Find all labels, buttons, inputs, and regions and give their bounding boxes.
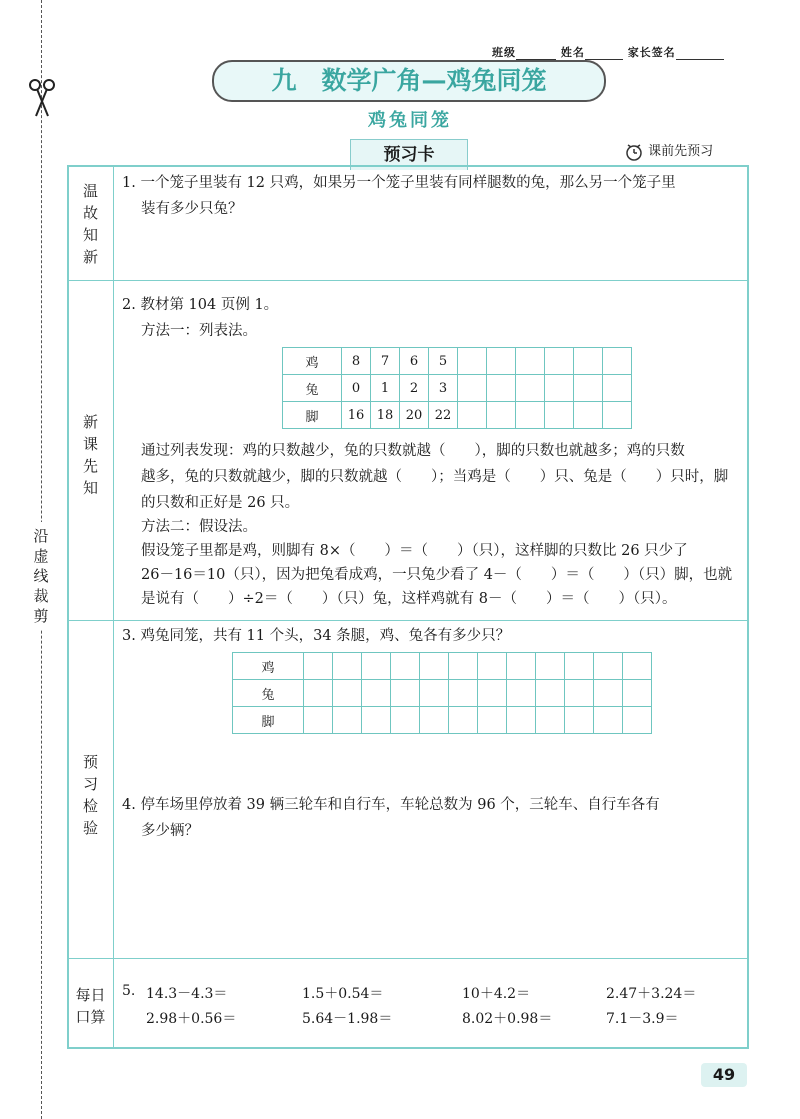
section-label-text: 温故知新	[82, 182, 98, 266]
table-cell[interactable]	[574, 375, 603, 402]
table-row	[283, 402, 632, 429]
q3-line1: 3. 鸡兔同笼，共有 11 个头，34 条腿，鸡、兔各有多少只？	[122, 628, 511, 644]
table-cell[interactable]	[516, 375, 545, 402]
q2-table	[282, 347, 632, 429]
class-label: 班级	[492, 46, 516, 59]
table-cell[interactable]	[574, 348, 603, 375]
table-cell[interactable]	[487, 375, 516, 402]
calc-item: 2.47＋3.24＝	[606, 986, 697, 1002]
table-cell: 8	[342, 348, 371, 375]
table-cell: 18	[371, 402, 400, 429]
calc-item: 1.5＋0.54＝	[302, 986, 384, 1002]
table-cell[interactable]	[603, 348, 632, 375]
table-cell[interactable]	[594, 707, 623, 734]
table-cell[interactable]	[478, 680, 507, 707]
lesson-title: 鸡兔同笼	[368, 110, 452, 131]
table-cell[interactable]	[574, 402, 603, 429]
calc-item: 7.1－3.9＝	[606, 1011, 679, 1027]
table-cell: 0	[342, 375, 371, 402]
table-row	[233, 653, 652, 680]
scissors-icon	[28, 78, 56, 122]
row-divider	[67, 280, 749, 281]
table-cell[interactable]	[391, 653, 420, 680]
table-cell[interactable]	[420, 653, 449, 680]
table-cell: 16	[342, 402, 371, 429]
table-row-label: 兔	[233, 680, 304, 707]
table-cell[interactable]	[623, 680, 652, 707]
table-cell[interactable]	[333, 680, 362, 707]
unit-title: 九 数学广角—鸡兔同笼	[271, 66, 547, 95]
page-number: 49	[701, 1063, 747, 1087]
table-cell[interactable]	[478, 653, 507, 680]
table-cell[interactable]	[594, 653, 623, 680]
table-cell[interactable]	[304, 680, 333, 707]
q2-text5: 26－16＝10（只），因为把兔看成鸡，一只兔少看了 4－（ ）＝（ ）（只）脚，也就	[141, 567, 733, 583]
table-cell[interactable]	[458, 348, 487, 375]
table-row-label: 兔	[283, 375, 342, 402]
table-cell[interactable]	[545, 375, 574, 402]
table-cell[interactable]	[304, 707, 333, 734]
section-label-text: 预习检验	[82, 753, 98, 837]
table-cell[interactable]	[603, 402, 632, 429]
section-label-daily	[68, 978, 113, 1034]
table-cell[interactable]	[623, 653, 652, 680]
section-label-review	[68, 176, 113, 272]
table-cell[interactable]	[565, 653, 594, 680]
table-cell[interactable]	[458, 402, 487, 429]
student-info-fields	[492, 44, 724, 60]
table-cell[interactable]	[623, 707, 652, 734]
table-cell[interactable]	[536, 680, 565, 707]
q2-text2: 越多，兔的只数就越少，脚的只数就越（ ）；当鸡是（ ）只、兔是（ ）只时，脚	[141, 469, 729, 485]
table-cell[interactable]	[594, 680, 623, 707]
calc-item: 14.3－4.3＝	[146, 986, 228, 1002]
table-cell[interactable]	[362, 707, 391, 734]
table-row	[283, 375, 632, 402]
q2-text6: 是说有（ ）÷2＝（ ）（只）兔，这样鸡就有 8－（ ）＝（ ）（只）。	[141, 591, 677, 607]
q5-label: 5.	[122, 983, 136, 999]
card-title: 预习卡	[350, 139, 468, 170]
parent-signature-field[interactable]	[676, 59, 724, 60]
table-cell: 22	[429, 402, 458, 429]
column-divider	[113, 165, 114, 1049]
table-cell[interactable]	[478, 707, 507, 734]
preview-badge	[624, 140, 713, 162]
section-label-text: 每日口算	[75, 986, 106, 1026]
q2-text3: 的只数和正好是 26 只。	[141, 495, 300, 511]
q1-line1: 1. 一个笼子里装有 12 只鸡，如果另一个笼子里装有同样腿数的兔，那么另一个笼子里	[122, 175, 676, 191]
calc-item: 10＋4.2＝	[462, 986, 531, 1002]
table-row	[233, 707, 652, 734]
table-cell[interactable]	[507, 707, 536, 734]
calc-item: 5.64－1.98＝	[302, 1011, 393, 1027]
table-cell[interactable]	[545, 348, 574, 375]
table-cell: 2	[400, 375, 429, 402]
calc-item: 2.98＋0.56＝	[146, 1011, 237, 1027]
table-cell[interactable]	[565, 680, 594, 707]
table-cell: 5	[429, 348, 458, 375]
table-cell[interactable]	[507, 680, 536, 707]
table-cell: 6	[400, 348, 429, 375]
table-row-label: 鸡	[233, 653, 304, 680]
q3-table	[232, 652, 652, 734]
table-cell[interactable]	[603, 375, 632, 402]
q2-text4: 假设笼子里都是鸡，则脚有 8×（ ）＝（ ）（只），这样脚的只数比 26 只少了	[141, 543, 688, 559]
table-row-label: 鸡	[283, 348, 342, 375]
table-row	[283, 348, 632, 375]
table-cell[interactable]	[333, 653, 362, 680]
table-cell: 1	[371, 375, 400, 402]
table-cell[interactable]	[545, 402, 574, 429]
table-cell[interactable]	[420, 707, 449, 734]
q1-line2: 装有多少只兔？	[141, 201, 243, 217]
parent-signature-label: 家长签名	[627, 46, 676, 59]
table-cell[interactable]	[333, 707, 362, 734]
table-cell[interactable]	[449, 680, 478, 707]
table-cell[interactable]	[516, 402, 545, 429]
table-cell[interactable]	[565, 707, 594, 734]
table-cell[interactable]	[449, 707, 478, 734]
unit-banner	[212, 60, 606, 102]
table-cell: 3	[429, 375, 458, 402]
table-cell[interactable]	[420, 680, 449, 707]
table-cell: 20	[400, 402, 429, 429]
q2-text1: 通过列表发现：鸡的只数越少，兔的只数就越（ ），脚的只数也就越多；鸡的只数	[141, 443, 685, 459]
row-divider	[67, 620, 749, 621]
table-cell[interactable]	[362, 680, 391, 707]
table-cell[interactable]	[362, 653, 391, 680]
section-label-text: 新课先知	[82, 413, 98, 497]
table-cell[interactable]	[507, 653, 536, 680]
row-divider	[67, 958, 749, 959]
table-cell[interactable]	[304, 653, 333, 680]
table-row	[233, 680, 652, 707]
table-cell[interactable]	[516, 348, 545, 375]
table-cell[interactable]	[536, 653, 565, 680]
table-cell[interactable]	[458, 375, 487, 402]
table-cell: 7	[371, 348, 400, 375]
q4-line1: 4. 停车场里停放着 39 辆三轮车和自行车，车轮总数为 96 个，三轮车、自行车各有	[122, 797, 660, 813]
q2-method2: 方法二：假设法。	[141, 519, 257, 535]
cut-instruction: 沿虚线裁剪	[30, 522, 52, 630]
q2-line1: 2. 教材第 104 页例 1。	[122, 297, 279, 313]
section-label-new	[68, 400, 113, 510]
q2-method1: 方法一：列表法。	[141, 323, 257, 339]
table-cell[interactable]	[449, 653, 478, 680]
table-cell[interactable]	[487, 348, 516, 375]
table-cell[interactable]	[391, 680, 420, 707]
preview-badge-label: 课前先预习	[648, 144, 714, 159]
table-cell[interactable]	[487, 402, 516, 429]
q4-line2: 多少辆？	[141, 823, 199, 839]
calc-item: 8.02＋0.98＝	[462, 1011, 553, 1027]
section-label-check	[68, 750, 113, 840]
table-cell[interactable]	[391, 707, 420, 734]
name-label: 姓名	[560, 46, 585, 59]
table-cell[interactable]	[536, 707, 565, 734]
clock-icon	[624, 142, 644, 162]
table-row-label: 脚	[283, 402, 342, 429]
table-row-label: 脚	[233, 707, 304, 734]
